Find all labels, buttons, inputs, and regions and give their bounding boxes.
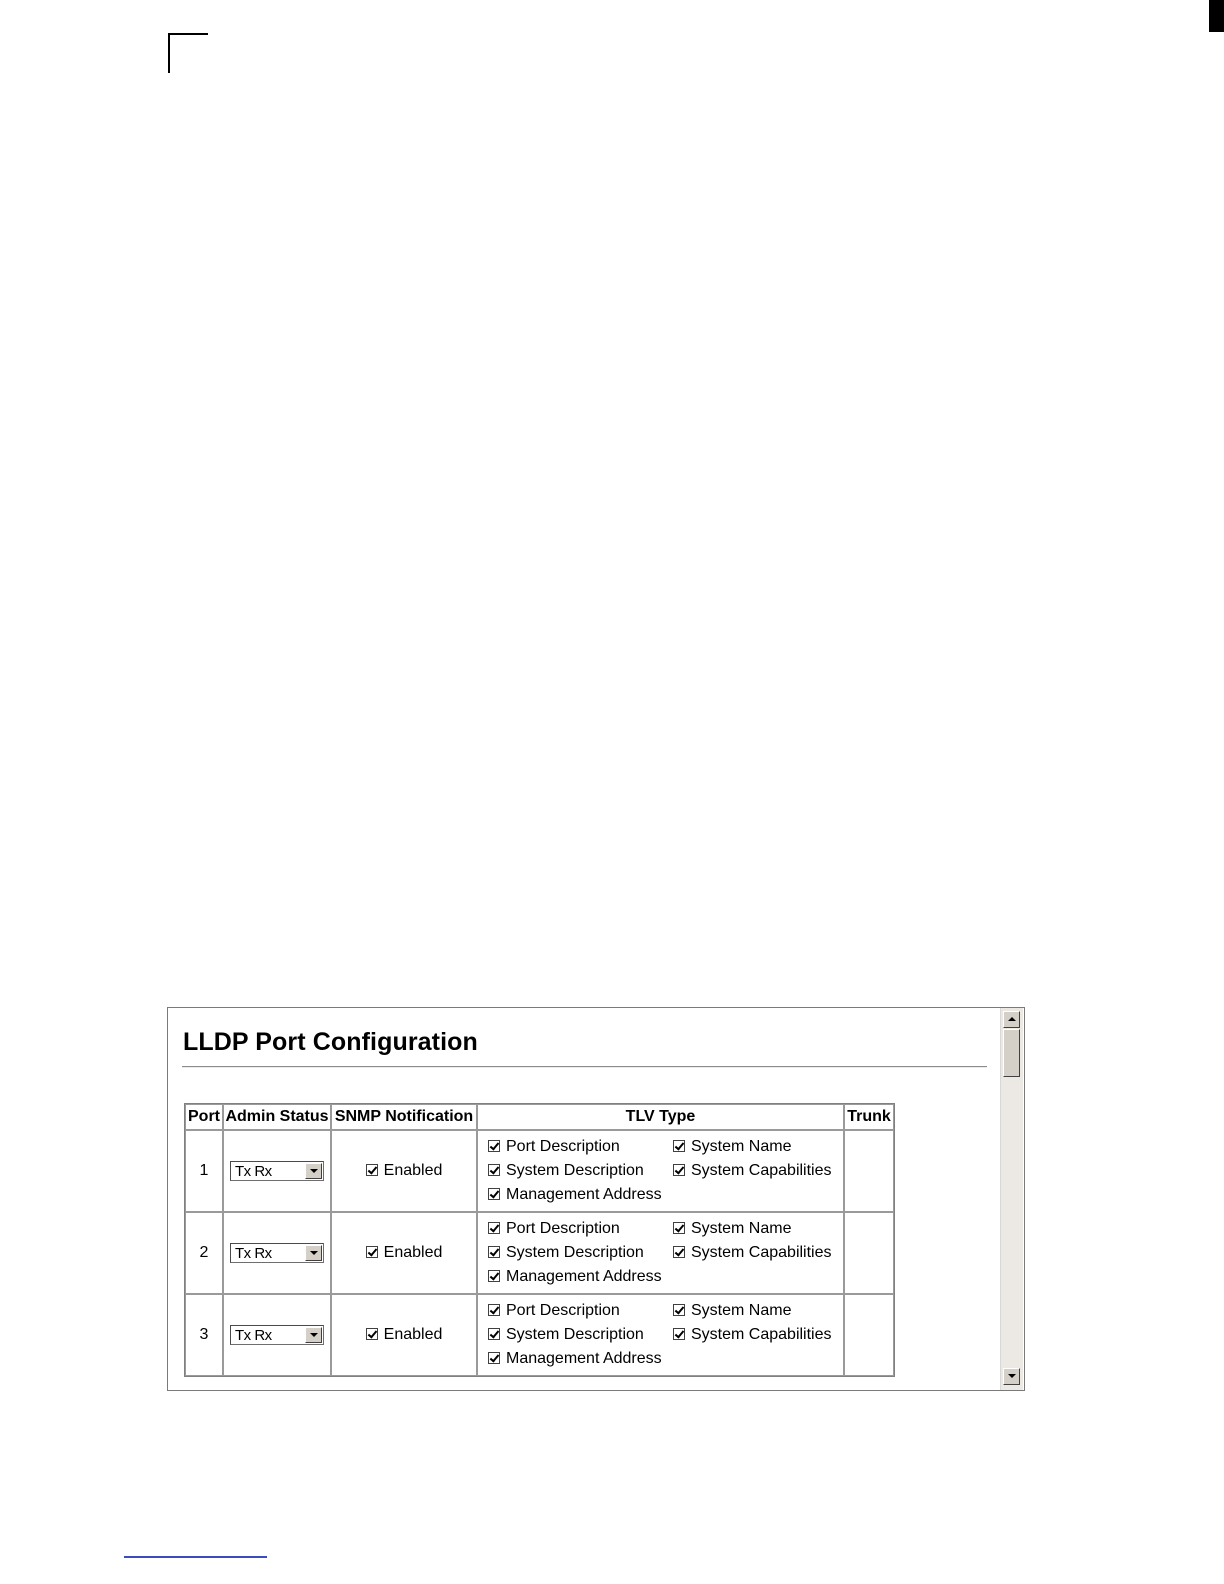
chevron-down-icon bbox=[310, 1333, 318, 1337]
tlv-option-label: Management Address bbox=[506, 1268, 662, 1285]
admin-status-cell bbox=[223, 1294, 331, 1376]
tlv-option[interactable] bbox=[488, 1348, 673, 1370]
admin-status-cell bbox=[223, 1130, 331, 1212]
snmp-enabled-label: Enabled bbox=[383, 1326, 443, 1343]
checkbox-checked-icon[interactable] bbox=[366, 1328, 378, 1340]
dropdown-button[interactable] bbox=[305, 1245, 322, 1261]
snmp-notification-option[interactable] bbox=[366, 1244, 443, 1261]
checkbox-checked-icon[interactable] bbox=[673, 1140, 685, 1152]
tlv-option-label: Port Description bbox=[506, 1138, 620, 1155]
tlv-option[interactable] bbox=[488, 1300, 673, 1322]
tlv-option-label: System Description bbox=[506, 1326, 644, 1343]
tlv-option[interactable] bbox=[673, 1136, 843, 1158]
checkbox-checked-icon[interactable] bbox=[366, 1164, 378, 1176]
tlv-option[interactable] bbox=[673, 1300, 843, 1322]
title-divider bbox=[182, 1066, 987, 1068]
tlv-option-label: Port Description bbox=[506, 1220, 620, 1237]
admin-status-select[interactable] bbox=[230, 1161, 324, 1181]
checkbox-checked-icon[interactable] bbox=[488, 1328, 500, 1340]
table-row bbox=[185, 1294, 894, 1376]
tlv-option-label: System Name bbox=[691, 1138, 792, 1155]
header-snmp-notification: SNMP Notification bbox=[331, 1104, 477, 1130]
tlv-type-cell bbox=[477, 1294, 844, 1376]
header-trunk: Trunk bbox=[844, 1104, 894, 1130]
tlv-type-cell bbox=[477, 1212, 844, 1294]
checkbox-checked-icon[interactable] bbox=[488, 1246, 500, 1258]
chevron-down-icon bbox=[310, 1251, 318, 1255]
port-number: 1 bbox=[185, 1130, 223, 1212]
tlv-option[interactable] bbox=[488, 1242, 673, 1264]
admin-status-value: Tx Rx bbox=[235, 1327, 272, 1344]
checkbox-checked-icon[interactable] bbox=[366, 1246, 378, 1258]
admin-status-value: Tx Rx bbox=[235, 1245, 272, 1262]
arrow-down-icon bbox=[1008, 1374, 1016, 1378]
tlv-option-label: Management Address bbox=[506, 1350, 662, 1367]
page-title: LLDP Port Configuration bbox=[183, 1028, 478, 1056]
tlv-option-label: System Name bbox=[691, 1220, 792, 1237]
tlv-option-label: System Capabilities bbox=[691, 1244, 832, 1261]
chevron-down-icon bbox=[310, 1169, 318, 1173]
tlv-option[interactable] bbox=[488, 1266, 673, 1288]
header-tlv-type: TLV Type bbox=[477, 1104, 844, 1130]
checkbox-checked-icon[interactable] bbox=[673, 1304, 685, 1316]
tlv-option[interactable] bbox=[673, 1242, 843, 1264]
table-row bbox=[185, 1130, 894, 1212]
checkbox-checked-icon[interactable] bbox=[673, 1164, 685, 1176]
tlv-option[interactable] bbox=[673, 1324, 843, 1346]
admin-status-select[interactable] bbox=[230, 1243, 324, 1263]
table-header-row bbox=[185, 1104, 894, 1130]
dropdown-button[interactable] bbox=[305, 1163, 322, 1179]
checkbox-checked-icon[interactable] bbox=[488, 1352, 500, 1364]
table-row bbox=[185, 1212, 894, 1294]
port-number: 3 bbox=[185, 1294, 223, 1376]
checkbox-checked-icon[interactable] bbox=[488, 1188, 500, 1200]
tlv-options bbox=[478, 1132, 843, 1210]
vertical-scrollbar[interactable] bbox=[1000, 1008, 1023, 1390]
tlv-option-label: Port Description bbox=[506, 1302, 620, 1319]
admin-status-select[interactable] bbox=[230, 1325, 324, 1345]
checkbox-checked-icon[interactable] bbox=[673, 1222, 685, 1234]
tlv-option[interactable] bbox=[488, 1218, 673, 1240]
snmp-notification-option[interactable] bbox=[366, 1326, 443, 1343]
tlv-options bbox=[478, 1214, 843, 1292]
dropdown-button[interactable] bbox=[305, 1327, 322, 1343]
tlv-option-label: System Description bbox=[506, 1162, 644, 1179]
snmp-enabled-label: Enabled bbox=[383, 1162, 443, 1179]
page-content bbox=[168, 1008, 1000, 1390]
crop-mark-vertical bbox=[168, 33, 170, 73]
header-port: Port bbox=[185, 1104, 223, 1130]
snmp-notification-option[interactable] bbox=[366, 1162, 443, 1179]
admin-status-cell bbox=[223, 1212, 331, 1294]
snmp-enabled-label: Enabled bbox=[383, 1244, 443, 1261]
snmp-notification-cell bbox=[331, 1294, 477, 1376]
crop-mark-horizontal bbox=[168, 33, 208, 35]
trunk-cell bbox=[844, 1212, 894, 1294]
tlv-option[interactable] bbox=[488, 1136, 673, 1158]
arrow-up-icon bbox=[1008, 1017, 1016, 1021]
scrollbar-thumb[interactable] bbox=[1003, 1029, 1020, 1077]
checkbox-checked-icon[interactable] bbox=[488, 1140, 500, 1152]
header-admin-status: Admin Status bbox=[223, 1104, 331, 1130]
snmp-notification-cell bbox=[331, 1130, 477, 1212]
checkbox-checked-icon[interactable] bbox=[673, 1246, 685, 1258]
trunk-cell bbox=[844, 1130, 894, 1212]
trunk-cell bbox=[844, 1294, 894, 1376]
tlv-option[interactable] bbox=[488, 1324, 673, 1346]
tlv-option-label: System Capabilities bbox=[691, 1162, 832, 1179]
tlv-type-cell bbox=[477, 1130, 844, 1212]
tlv-options bbox=[478, 1296, 843, 1374]
tlv-option-label: System Capabilities bbox=[691, 1326, 832, 1343]
tlv-option[interactable] bbox=[488, 1184, 673, 1206]
tlv-option-label: Management Address bbox=[506, 1186, 662, 1203]
tlv-option[interactable] bbox=[673, 1218, 843, 1240]
footer-rule bbox=[124, 1556, 267, 1558]
checkbox-checked-icon[interactable] bbox=[488, 1222, 500, 1234]
checkbox-checked-icon[interactable] bbox=[488, 1304, 500, 1316]
tlv-option[interactable] bbox=[673, 1160, 843, 1182]
page-edge-tab bbox=[1209, 0, 1224, 32]
scroll-down-button[interactable] bbox=[1003, 1368, 1020, 1385]
checkbox-checked-icon[interactable] bbox=[673, 1328, 685, 1340]
admin-status-value: Tx Rx bbox=[235, 1163, 272, 1180]
checkbox-checked-icon[interactable] bbox=[488, 1270, 500, 1282]
checkbox-checked-icon[interactable] bbox=[488, 1164, 500, 1176]
snmp-notification-cell bbox=[331, 1212, 477, 1294]
tlv-option[interactable] bbox=[488, 1160, 673, 1182]
port-number: 2 bbox=[185, 1212, 223, 1294]
scroll-up-button[interactable] bbox=[1003, 1011, 1020, 1028]
tlv-option-label: System Name bbox=[691, 1302, 792, 1319]
tlv-option-label: System Description bbox=[506, 1244, 644, 1261]
browser-frame bbox=[167, 1007, 1025, 1391]
lldp-port-table bbox=[184, 1103, 895, 1377]
